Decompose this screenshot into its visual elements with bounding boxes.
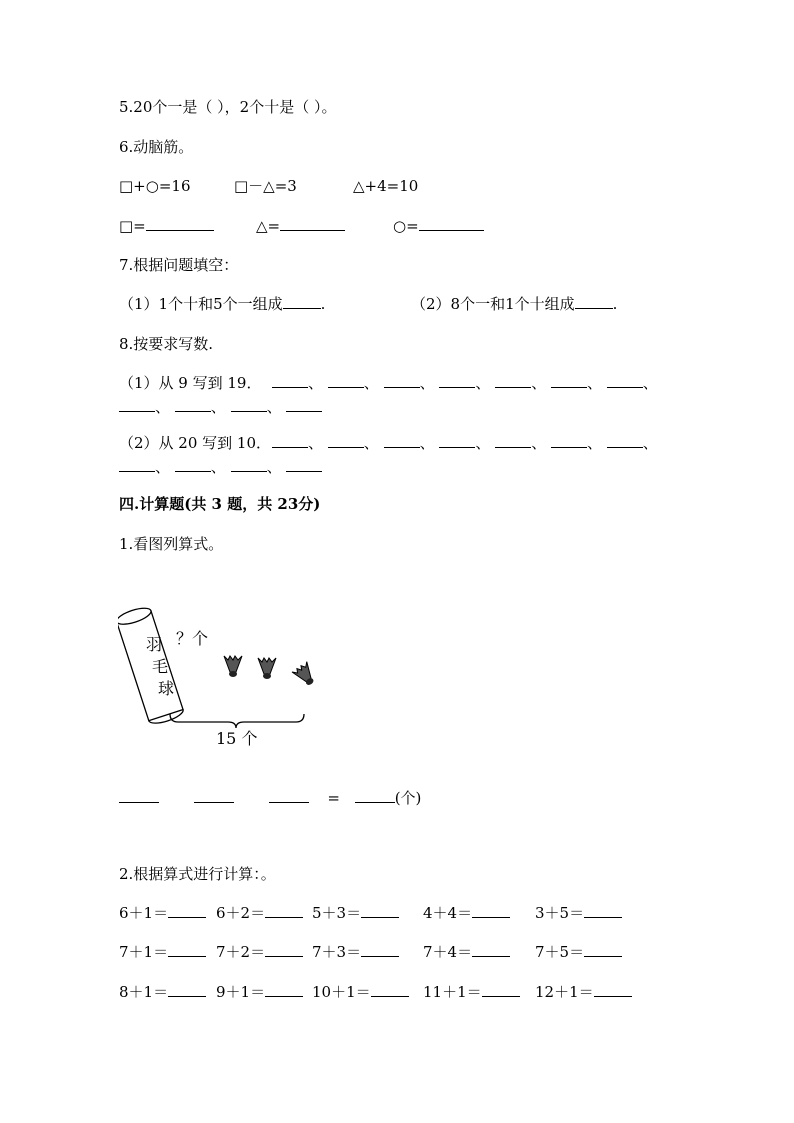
- question-5: 5.20个一是（ ），2个十是（ ）。: [119, 98, 337, 116]
- part-1-end: .: [320, 295, 326, 313]
- part-2-end: .: [612, 295, 618, 313]
- question-8-title: 8.按要求写数.: [119, 335, 214, 353]
- calc-expression: 4＋4＝: [423, 904, 473, 922]
- question-6-title: 6.动脑筋。: [119, 138, 194, 156]
- calc-answer-blank[interactable]: [472, 903, 510, 918]
- separator: 、: [475, 434, 491, 452]
- calc-expression: 7＋3＝: [312, 943, 362, 961]
- calc-item: [119, 942, 206, 962]
- blank[interactable]: [439, 373, 475, 388]
- calc-item: [423, 903, 510, 923]
- calc-expression: 9＋1＝: [216, 983, 266, 1001]
- calc-expression: 5＋3＝: [312, 904, 362, 922]
- blank[interactable]: [272, 433, 308, 448]
- question-8-part-2-blanks-row-1: [272, 433, 658, 453]
- calc-item: [119, 982, 206, 1002]
- separator: 、: [363, 374, 379, 392]
- shuttlecock-figure: [118, 600, 358, 750]
- blank[interactable]: [551, 433, 587, 448]
- part-2-blank[interactable]: [575, 294, 613, 309]
- separator: 、: [642, 374, 658, 392]
- blank[interactable]: [231, 457, 267, 472]
- blank[interactable]: [328, 373, 364, 388]
- part-2-text: （2）8个一和1个十组成: [411, 295, 575, 313]
- shuttlecock-icon: [224, 656, 242, 677]
- calc-expression: 7＋1＝: [119, 943, 169, 961]
- calc-item: [423, 982, 520, 1002]
- separator: 、: [586, 434, 602, 452]
- equation-2: □－△=3: [234, 177, 297, 195]
- answer-square-label: □=: [119, 217, 146, 235]
- separator: 、: [266, 458, 282, 476]
- blank[interactable]: [551, 373, 587, 388]
- answer-circle-label: ○=: [393, 217, 419, 235]
- calc-item: [312, 982, 409, 1002]
- equation-blank-1[interactable]: [119, 788, 159, 803]
- blank[interactable]: [384, 433, 420, 448]
- answer-circle-blank[interactable]: [419, 216, 484, 231]
- blank[interactable]: [272, 373, 308, 388]
- calc-answer-blank[interactable]: [168, 942, 206, 957]
- blank[interactable]: [286, 397, 322, 412]
- tube-body: [118, 611, 183, 721]
- answer-triangle-blank[interactable]: [280, 216, 345, 231]
- calc-answer-blank[interactable]: [472, 942, 510, 957]
- calc-answer-blank[interactable]: [361, 942, 399, 957]
- calc-answer-blank[interactable]: [361, 903, 399, 918]
- question-8-part-2-blanks-row-2: [119, 457, 322, 477]
- part-1-text: （1）1个十和5个一组成: [119, 295, 283, 313]
- calc-answer-blank[interactable]: [265, 982, 303, 997]
- calc-item: [535, 903, 622, 923]
- separator: 、: [363, 434, 379, 452]
- question-8-part-2-label: （2）从 20 写到 10．: [119, 434, 272, 452]
- separator: 、: [210, 458, 226, 476]
- section-4-heading: 四.计算题(共 3 题，共 23分): [119, 495, 321, 513]
- calc-answer-blank[interactable]: [168, 982, 206, 997]
- separator: 、: [210, 398, 226, 416]
- calc-expression: 11＋1＝: [423, 983, 482, 1001]
- blank[interactable]: [495, 433, 531, 448]
- equation-blank-3[interactable]: [269, 788, 309, 803]
- calc-expression: 3＋5＝: [535, 904, 585, 922]
- blank[interactable]: [439, 433, 475, 448]
- shuttlecock-icon: [292, 662, 319, 690]
- separator: 、: [308, 374, 324, 392]
- calc-answer-blank[interactable]: [265, 942, 303, 957]
- separator: 、: [266, 398, 282, 416]
- calc-1-title: 1.看图列算式。: [119, 535, 224, 553]
- equation-1: □+○=16: [119, 177, 191, 195]
- calc-expression: 8＋1＝: [119, 983, 169, 1001]
- equation-line: [119, 788, 421, 808]
- separator: 、: [586, 374, 602, 392]
- blank[interactable]: [119, 457, 155, 472]
- blank[interactable]: [328, 433, 364, 448]
- separator: 、: [308, 434, 324, 452]
- separator: 、: [155, 458, 171, 476]
- tube-char-1: 羽: [146, 635, 163, 654]
- calc-expression: 7＋5＝: [535, 943, 585, 961]
- calc-answer-blank[interactable]: [482, 982, 520, 997]
- equals-sign: =: [327, 789, 340, 807]
- equation-3: △+4=10: [353, 177, 419, 195]
- blank[interactable]: [495, 373, 531, 388]
- total-brace: [170, 714, 304, 728]
- blank[interactable]: [175, 397, 211, 412]
- separator: 、: [419, 434, 435, 452]
- tube-char-2: 毛: [152, 657, 169, 676]
- question-7-title: 7.根据问题填空：: [119, 256, 239, 274]
- question-count: ？个: [176, 629, 209, 648]
- shuttlecock-illustration: [118, 600, 358, 750]
- calc-answer-blank[interactable]: [168, 903, 206, 918]
- answer-triangle-label: △=: [256, 217, 281, 235]
- separator: 、: [419, 374, 435, 392]
- separator: 、: [475, 374, 491, 392]
- calc-answer-blank[interactable]: [584, 903, 622, 918]
- question-7-part-2: [411, 294, 617, 314]
- blank[interactable]: [607, 373, 643, 388]
- calc-expression: 7＋2＝: [216, 943, 266, 961]
- calc-answer-blank[interactable]: [594, 982, 632, 997]
- blank[interactable]: [119, 397, 155, 412]
- calc-item: [216, 982, 303, 1002]
- calc-expression: 12＋1＝: [535, 983, 594, 1001]
- calc-2-title: 2.根据算式进行计算：。: [119, 865, 276, 883]
- calc-item: [312, 903, 399, 923]
- separator: 、: [531, 374, 547, 392]
- separator: 、: [155, 398, 171, 416]
- calc-item: [423, 942, 510, 962]
- calc-item: [535, 982, 632, 1002]
- calc-expression: 10＋1＝: [312, 983, 371, 1001]
- question-7-part-1: [119, 294, 325, 314]
- total-label: 15 个: [216, 729, 258, 748]
- answer-square: [119, 216, 214, 236]
- calc-answer-blank[interactable]: [371, 982, 409, 997]
- calc-expression: 6＋1＝: [119, 904, 169, 922]
- question-8-part-1-blanks-row-2: [119, 397, 322, 417]
- part-1-blank[interactable]: [283, 294, 321, 309]
- question-8-part-1-label: （1）从 9 写到 19．: [119, 374, 262, 392]
- calc-expression: 6＋2＝: [216, 904, 266, 922]
- equation-result-blank[interactable]: [355, 788, 395, 803]
- tube-char-3: 球: [158, 679, 175, 698]
- blank[interactable]: [286, 457, 322, 472]
- calc-item: [535, 942, 622, 962]
- answer-circle: [393, 216, 484, 236]
- calc-item: [216, 942, 303, 962]
- calc-answer-blank[interactable]: [584, 942, 622, 957]
- calc-expression: 7＋4＝: [423, 943, 473, 961]
- separator: 、: [642, 434, 658, 452]
- blank[interactable]: [607, 433, 643, 448]
- blank[interactable]: [384, 373, 420, 388]
- answer-square-blank[interactable]: [146, 216, 214, 231]
- calc-answer-blank[interactable]: [265, 903, 303, 918]
- blank[interactable]: [175, 457, 211, 472]
- equation-blank-2[interactable]: [194, 788, 234, 803]
- calc-item: [216, 903, 303, 923]
- blank[interactable]: [231, 397, 267, 412]
- calc-item: [119, 903, 206, 923]
- question-8-part-1-blanks-row-1: [272, 373, 658, 393]
- shuttlecock-icon: [258, 658, 276, 679]
- unit-label: (个): [394, 789, 422, 807]
- calc-item: [312, 942, 399, 962]
- answer-triangle: [256, 216, 345, 236]
- separator: 、: [531, 434, 547, 452]
